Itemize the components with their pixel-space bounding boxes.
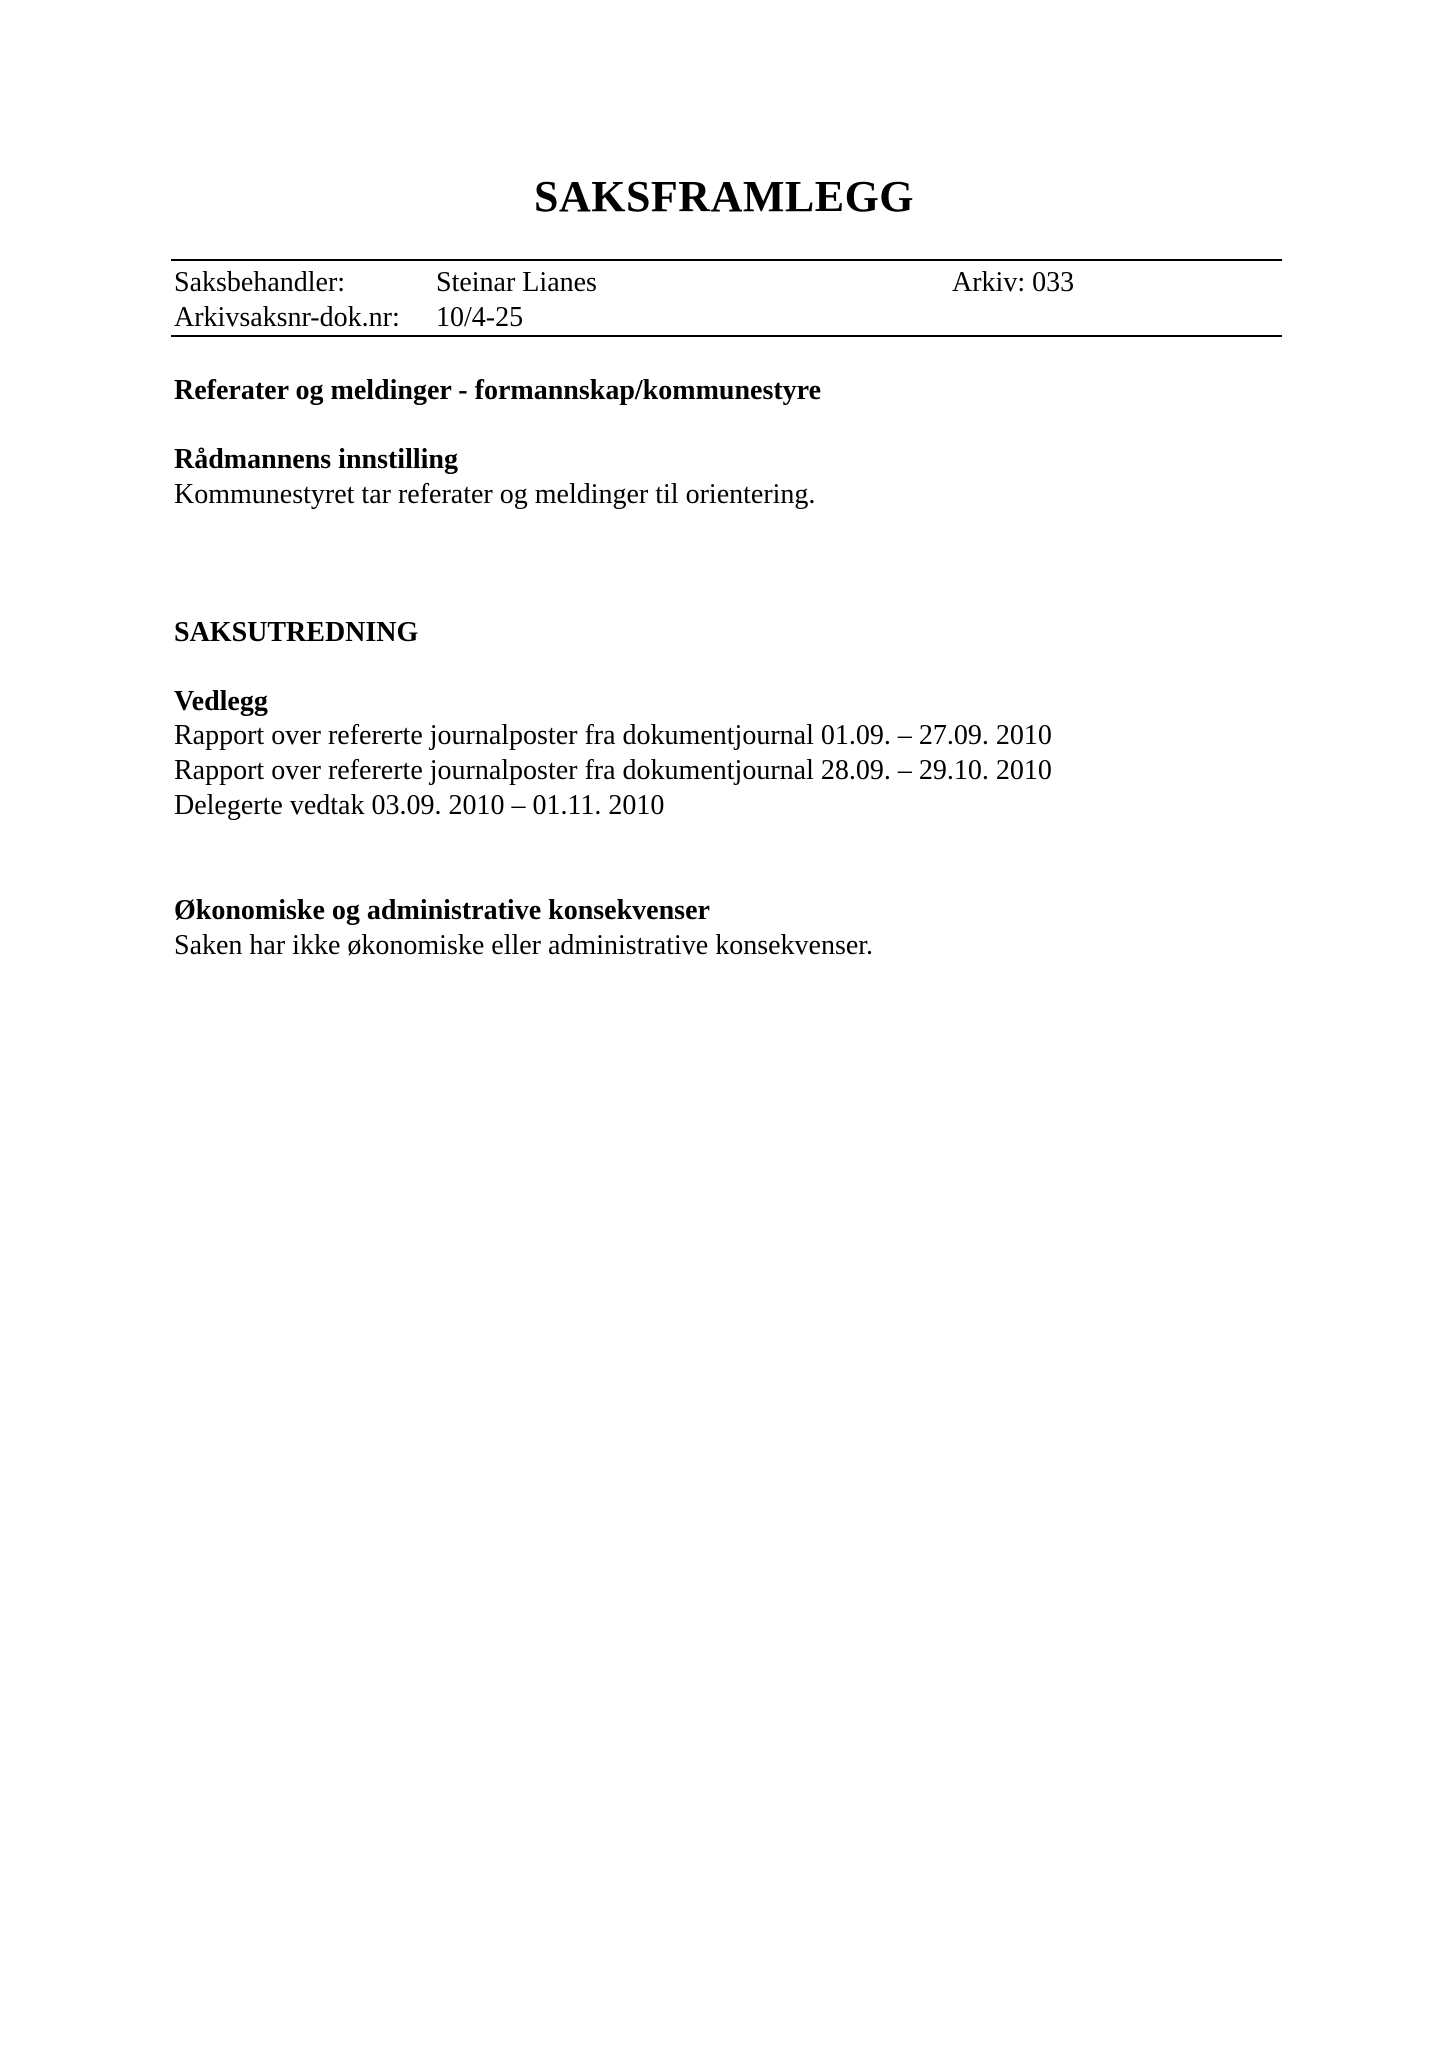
header-top-rule: [171, 259, 1282, 261]
attachments-heading: Vedlegg: [174, 686, 268, 717]
attachment-item: Rapport over refererte journalposter fra dokumentjournal 28.09. – 29.10. 2010: [174, 755, 1052, 786]
saksutredning-heading: SAKSUTREDNING: [174, 617, 419, 648]
header-bottom-rule: [171, 335, 1282, 337]
consequences-text: Saken har ikke økonomiske eller administrative konsekvenser.: [174, 930, 874, 961]
subject-heading: Referater og meldinger - formannskap/kommunestyre: [174, 375, 822, 406]
document-title: SAKSFRAMLEGG: [533, 172, 915, 221]
recommendation-text: Kommunestyret tar referater og meldinger til orientering.: [174, 479, 816, 510]
consequences-heading: Økonomiske og administrative konsekvenser: [174, 895, 710, 926]
saksbehandler-label: Saksbehandler:: [174, 267, 346, 298]
attachment-item: Delegerte vedtak 03.09. 2010 – 01.11. 2010: [174, 790, 665, 821]
attachment-item: Rapport over refererte journalposter fra dokumentjournal 01.09. – 27.09. 2010: [174, 720, 1052, 751]
saksbehandler-value: Steinar Lianes: [436, 267, 597, 298]
arkiv-code: Arkiv: 033: [952, 267, 1075, 298]
arkivsaksnr-label: Arkivsaksnr-dok.nr:: [174, 302, 400, 333]
recommendation-heading: Rådmannens innstilling: [174, 444, 458, 475]
arkivsaksnr-value: 10/4-25: [436, 302, 524, 333]
